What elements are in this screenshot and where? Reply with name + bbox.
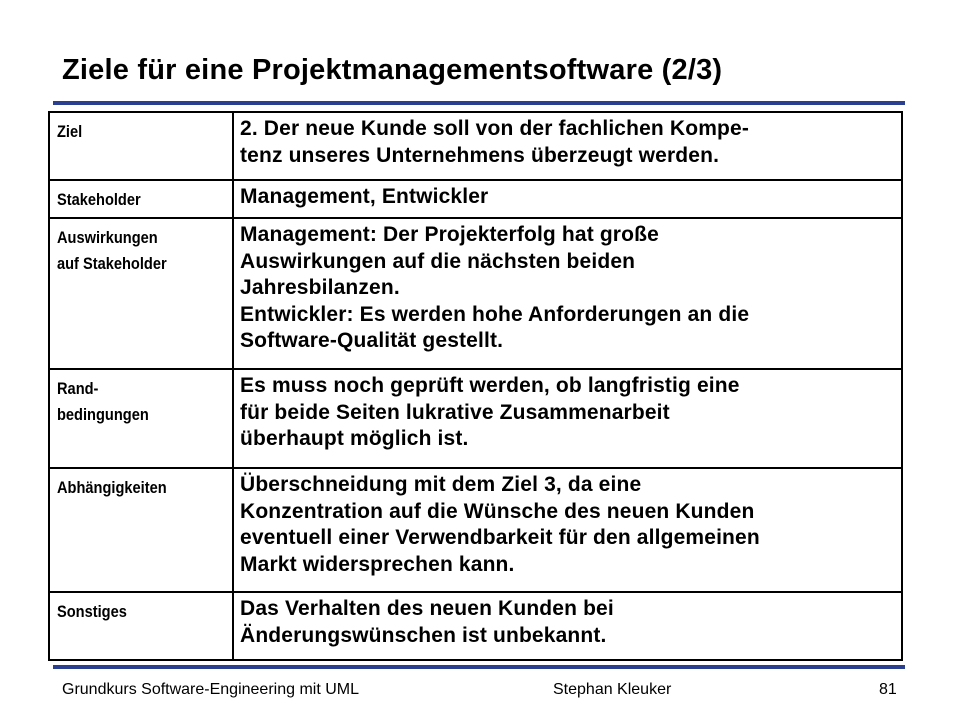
- row-label-auswirkungen: Auswirkungen auf Stakeholder: [57, 228, 167, 273]
- row-label-sonstiges: Sonstiges: [57, 602, 127, 621]
- row-value-auswirkungen: Management: Der Projekterfolg hat große Auswirkungen auf die nächsten beiden Jahresbilanzen. Entwickler: Es werden hohe Anforderungen an die Software-Qualität gestellt.: [233, 218, 902, 369]
- bottom-divider: [53, 665, 905, 669]
- footer-page-number: 81: [879, 681, 897, 698]
- row-label-abhaengigkeiten: Abhängigkeiten: [57, 478, 167, 497]
- row-label-cell: [49, 180, 233, 218]
- row-value-randbedingungen: Es muss noch geprüft werden, ob langfristig eine für beide Seiten lukrative Zusammenarbeit überhaupt möglich ist.: [233, 369, 902, 468]
- row-label-stakeholder: Stakeholder: [57, 190, 141, 209]
- row-value-sonstiges: Das Verhalten des neuen Kunden bei Änderungswünschen ist unbekannt.: [233, 592, 902, 660]
- row-label-cell: [49, 592, 233, 660]
- table-row-abhaengigkeiten: [49, 468, 902, 592]
- table-row-auswirkungen: [49, 218, 902, 369]
- row-label-cell: [49, 468, 233, 592]
- row-label-cell: [49, 369, 233, 468]
- table-row-ziel: [49, 112, 902, 180]
- row-label-ziel: Ziel: [57, 122, 83, 141]
- row-label-randbedingungen: Rand- bedingungen: [57, 379, 149, 424]
- slide-title: Ziele für eine Projektmanagementsoftware (2/3): [62, 54, 723, 86]
- table-row-stakeholder: [49, 180, 902, 218]
- row-label-cell: [49, 218, 233, 369]
- row-value-stakeholder: Management, Entwickler: [233, 180, 902, 218]
- footer-author: Stephan Kleuker: [553, 681, 672, 698]
- goal-table: [48, 111, 903, 661]
- table-row-randbedingungen: [49, 369, 902, 468]
- row-label-cell: [49, 112, 233, 180]
- table-row-sonstiges: [49, 592, 902, 660]
- top-divider: [53, 101, 905, 105]
- row-value-ziel: 2. Der neue Kunde soll von der fachlichen Kompe- tenz unseres Unternehmens überzeugt werden.: [233, 112, 902, 180]
- footer-course: Grundkurs Software-Engineering mit UML: [62, 681, 360, 698]
- row-value-abhaengigkeiten: Überschneidung mit dem Ziel 3, da eine Konzentration auf die Wünsche des neuen Kunden eventuell einer Verwendbarkeit für den allgemeinen Markt widersprechen kann.: [233, 468, 902, 592]
